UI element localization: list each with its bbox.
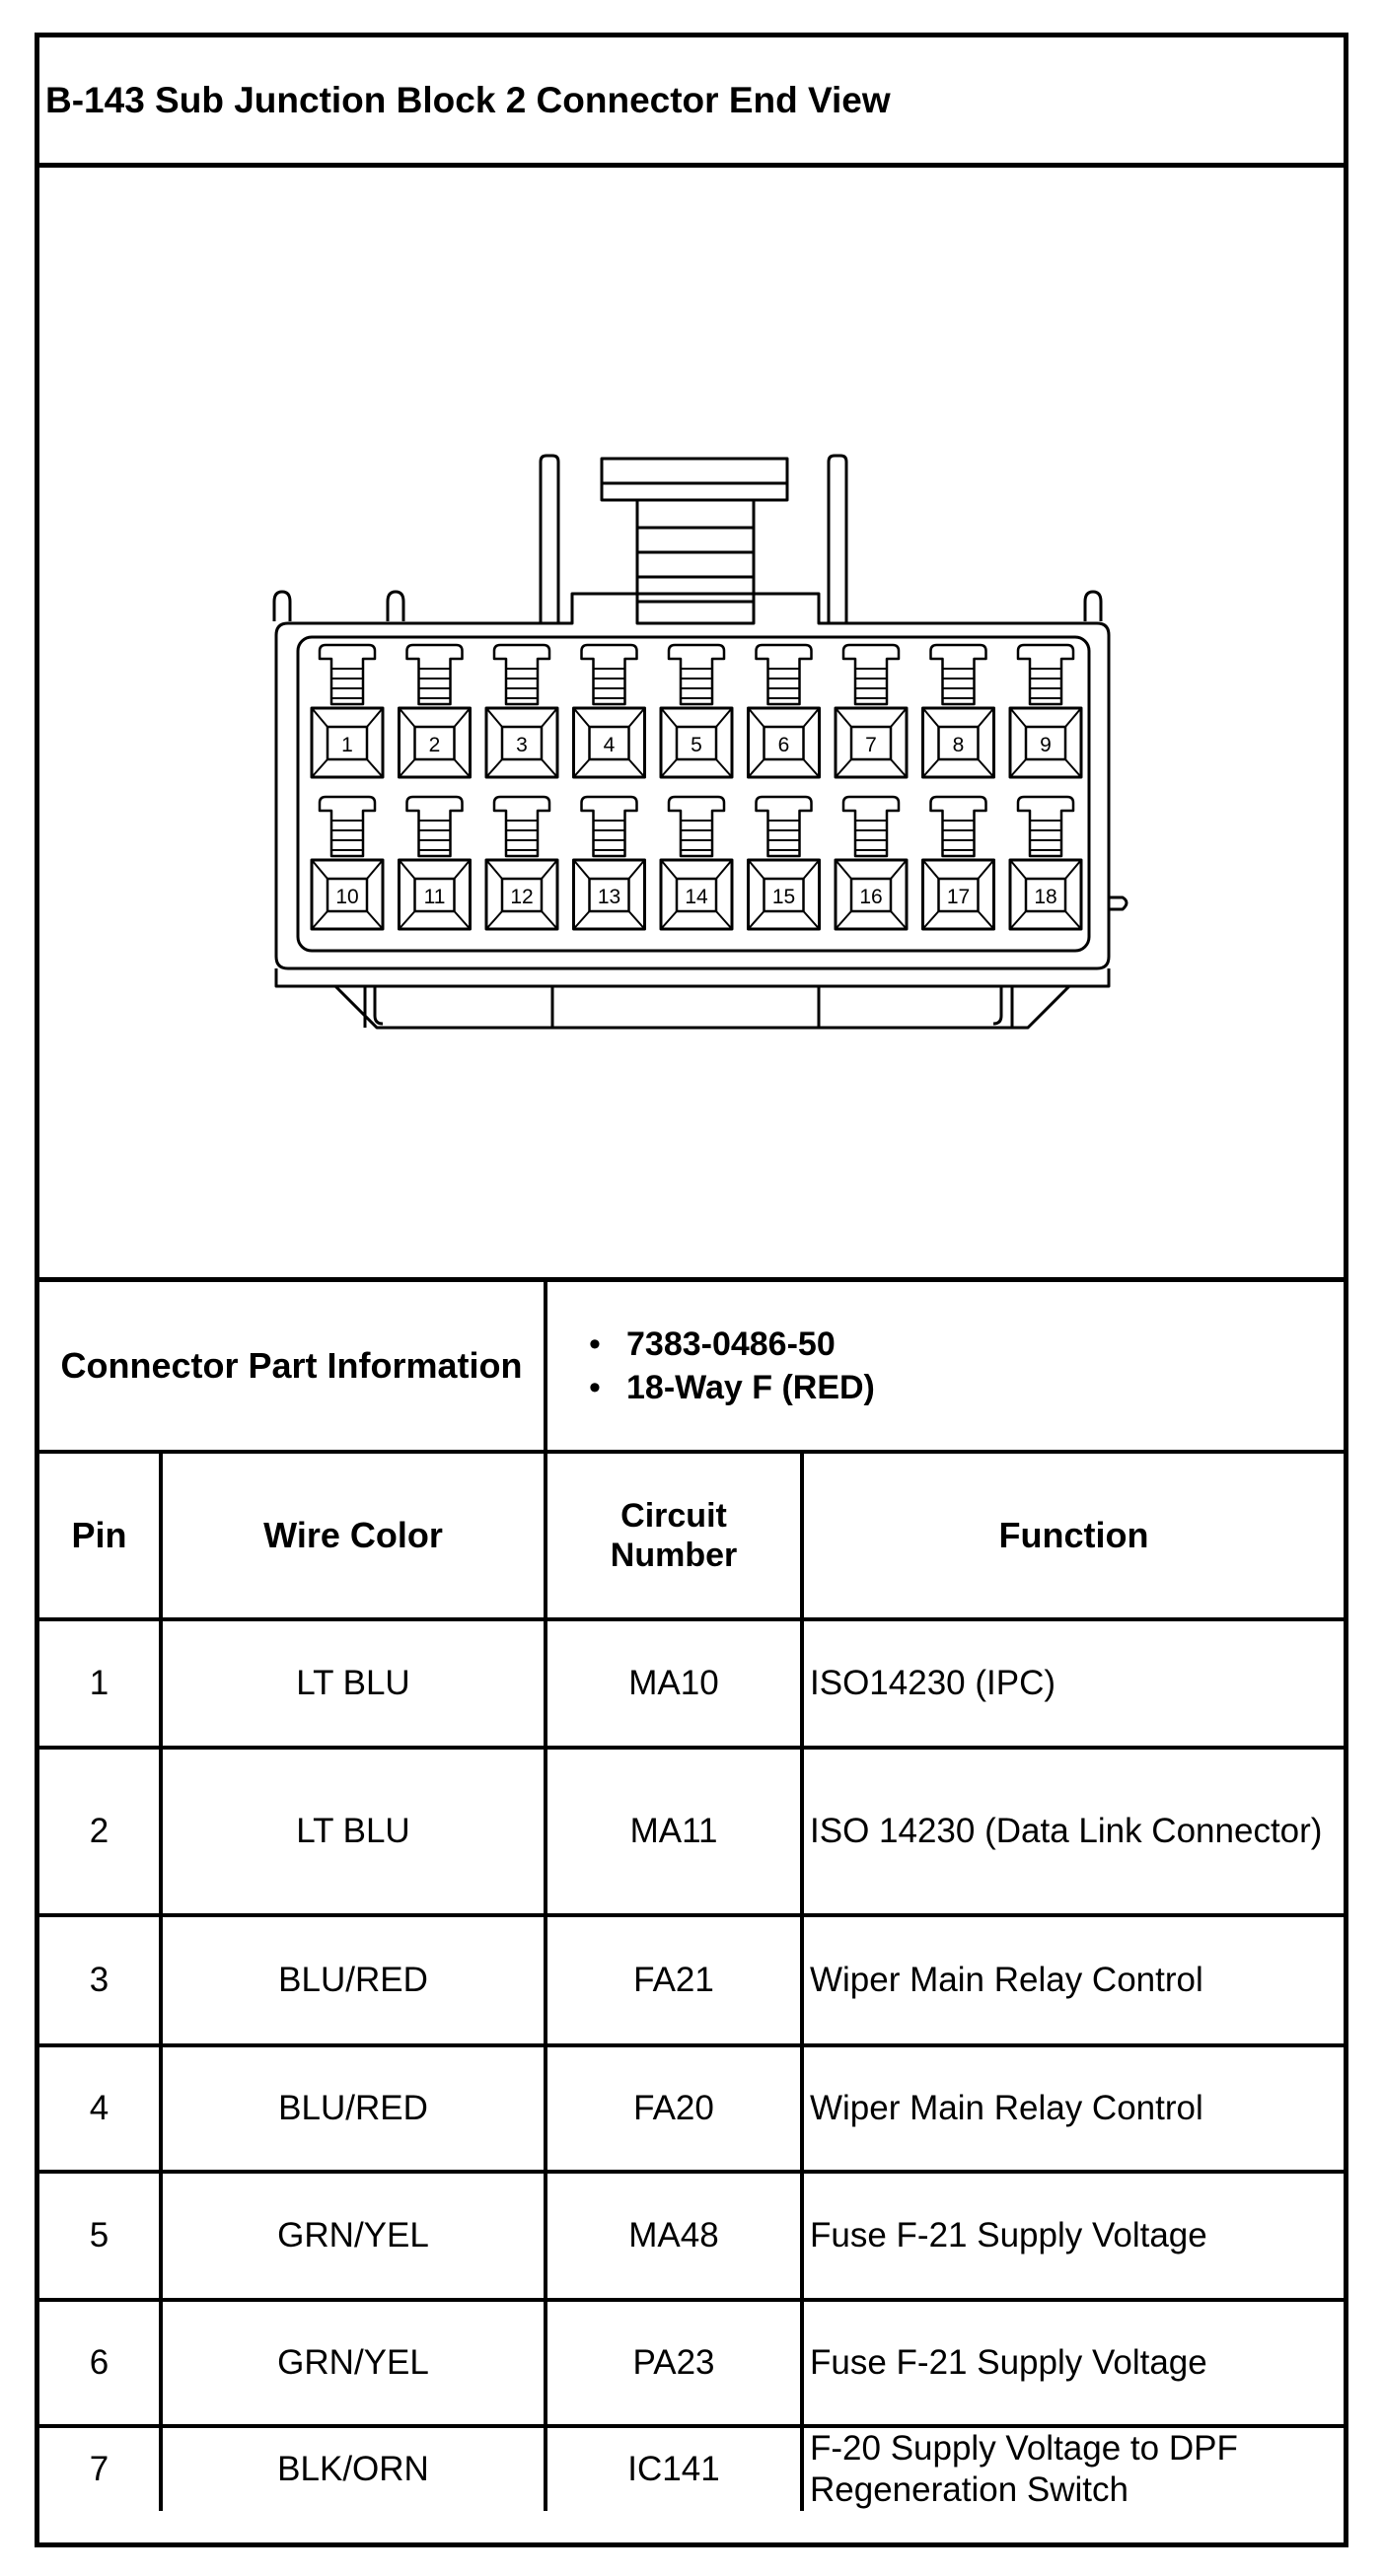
connector-sheet [35,33,1348,2547]
pin-number-label: 17 [946,886,971,908]
circuit-cell: PA23 [546,2300,802,2426]
pin-cavity [836,797,907,929]
pin-number-label: 7 [865,734,877,756]
pin-cavity [836,645,907,777]
circuit-cell: FA20 [546,2045,802,2172]
table-header-row [39,1452,1344,1619]
pin-number-label: 5 [691,734,702,756]
pin-cavity [312,645,383,777]
pin-number-label: 1 [341,734,353,756]
pin-number-label: 15 [771,886,796,908]
pin-number-label: 4 [603,734,616,756]
wire-color-cell: GRN/YEL [161,2300,546,2426]
pin-cell: 7 [39,2426,161,2511]
pin-number-label: 12 [510,886,534,908]
header-pin: Pin [39,1452,161,1619]
pin-cell: 3 [39,1915,161,2045]
table-row [39,2045,1344,2172]
table-row [39,1619,1344,1748]
pin-cavity [574,797,645,929]
function-cell: Fuse F-21 Supply Voltage [802,2300,1344,2426]
circuit-cell: MA11 [546,1748,802,1915]
header-circuit-number [546,1452,802,1619]
pin-cell: 2 [39,1748,161,1915]
pin-number-label: 6 [777,734,790,756]
title-row [39,37,1344,168]
pin-number-label: 11 [423,886,446,908]
pin-number-label: 8 [952,734,965,756]
header-circuit-line2: Number [610,1537,738,1574]
pin-cell: 4 [39,2045,161,2172]
connector-part-info-label: Connector Part Information [39,1282,546,1452]
pin-number-label: 14 [685,886,708,908]
function-cell: ISO14230 (IPC) [802,1619,1344,1748]
pin-number-label: 13 [597,886,621,908]
wire-color-cell: LT BLU [161,1748,546,1915]
table-row [39,2426,1344,2511]
circuit-cell: MA48 [546,2172,802,2300]
page-title: B-143 Sub Junction Block 2 Connector End View [45,79,891,120]
wire-color-cell: GRN/YEL [161,2172,546,2300]
table-row [39,2172,1344,2300]
pin-cavity [574,645,645,777]
function-cell: Fuse F-21 Supply Voltage [802,2172,1344,2300]
part-number: • 7383-0486-50 [626,1323,1344,1366]
pin-number-label: 2 [428,734,441,756]
table-row [39,1915,1344,2045]
connector-part-info-values [546,1282,1344,1452]
header-circuit-line1: Circuit [620,1497,727,1535]
function-cell: F-20 Supply Voltage to DPF Regeneration Switch [802,2426,1344,2511]
pin-cavity [1010,797,1081,929]
pin-cavity [661,645,732,777]
wire-color-cell: BLK/ORN [161,2426,546,2511]
pin-cavity [486,645,557,777]
pin-cavity [400,645,471,777]
circuit-cell: IC141 [546,2426,802,2511]
pin-cavity [749,645,820,777]
wire-color-cell: BLU/RED [161,2045,546,2172]
circuit-cell: FA21 [546,1915,802,2045]
pin-cavity [486,797,557,929]
part-description: • 18-Way F (RED) [626,1366,1344,1409]
pin-cavity [923,645,994,777]
wire-color-cell: BLU/RED [161,1915,546,2045]
pin-number-label: 9 [1040,734,1052,756]
pinout-table [39,1282,1344,2511]
pin-cavity [312,797,383,929]
function-cell: ISO 14230 (Data Link Connector) [802,1748,1344,1915]
pin-cavity [749,797,820,929]
pin-cavity [661,797,732,929]
pin-cavity [1010,645,1081,777]
connector-end-view [39,168,1344,1282]
wire-color-cell: LT BLU [161,1619,546,1748]
connector-drawing [39,168,1344,1277]
pin-cavity [400,797,471,929]
pin-number-label: 3 [516,734,528,756]
connector-part-info-row [39,1282,1344,1452]
pin-number-label: 18 [1034,886,1057,908]
header-wire-color: Wire Color [161,1452,546,1619]
header-function: Function [802,1452,1344,1619]
pin-number-label: 10 [335,886,359,908]
pin-cavity [923,797,994,929]
pin-cell: 1 [39,1619,161,1748]
pin-cell: 6 [39,2300,161,2426]
table-row [39,2300,1344,2426]
pin-cell: 5 [39,2172,161,2300]
function-cell: Wiper Main Relay Control [802,2045,1344,2172]
circuit-cell: MA10 [546,1619,802,1748]
function-cell: Wiper Main Relay Control [802,1915,1344,2045]
pin-number-label: 16 [859,886,883,908]
table-row [39,1748,1344,1915]
